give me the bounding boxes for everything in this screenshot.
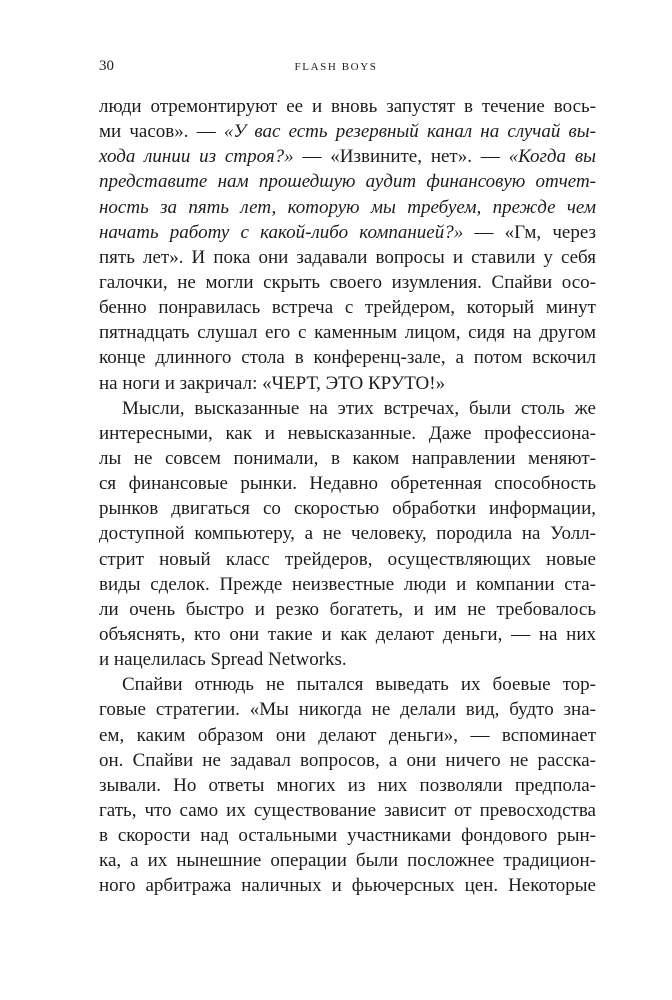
text-line: он. Спайви не задавал вопросов, а они ничего не расска-: [99, 749, 596, 771]
text-line: зывали. Но ответы многих из них позволяли предпола-: [99, 774, 596, 796]
text-line: ем, каким образом они делают деньги», — вспоминает: [99, 724, 596, 746]
text-line: лы не совсем понимали, в каком направлении меняют-: [99, 447, 596, 469]
text-line: на ноги и закричал: «ЧЕРТ, ЭТО КРУТО!»: [99, 372, 446, 394]
text-line: хода линии из строя?» — «Извините, нет». — «Когда вы: [99, 146, 596, 168]
text-line: пятнадцать слушал его с каменным лицом, сидя на другом: [99, 322, 596, 344]
text-line: интересными, как и невысказанные. Даже профессиона-: [99, 422, 596, 444]
text-line: ка, а их нынешние операции были посложнее традицион-: [99, 850, 596, 872]
text-line: люди отремонтируют ее и вновь запустят в течение вось-: [99, 96, 596, 117]
text-line: ного арбитража наличных и фьючерсных цен. Некоторые: [99, 875, 596, 897]
text-line: ность за пять лет, которую мы требуем, прежде чем: [99, 196, 596, 218]
text-line: гать, что само их существование зависит от превосходства: [99, 799, 596, 821]
text-line: галочки, не могли скрыть своего изумления. Спайви осо-: [99, 271, 596, 293]
text-line: представите нам прошедшую аудит финансовую отчет-: [99, 171, 596, 193]
page-number: 30: [99, 58, 114, 74]
text-line: доступной компьютеру, а не человеку, породила на Уолл-: [99, 523, 596, 545]
text-line: объяснять, кто они такие и как делают деньги, — на них: [99, 623, 596, 645]
text-line: конце длинного стола в конференц-зале, а потом вскочил: [99, 347, 596, 369]
text-line: рынков двигаться со скоростью обработки информации,: [99, 498, 596, 520]
text-line: начать работу с какой-либо компанией?» — «Гм, через: [99, 221, 596, 243]
text-line: Мысли, высказанные на этих встречах, были столь же: [122, 397, 596, 419]
text-line: ми часов». — «У вас есть резервный канал на случай вы-: [99, 121, 596, 143]
text-line: ся финансовые рынки. Недавно обретенная способность: [99, 473, 596, 495]
text-line: ли очень быстро и резко богатеть, и им не требовалось: [99, 598, 596, 620]
text-line: бенно понравилась встреча с трейдером, который минут: [99, 297, 596, 319]
text-line: пять лет». И пока они задавали вопросы и ставили у себя: [99, 246, 596, 268]
text-line: и нацелилась Spread Networks.: [99, 649, 347, 671]
text-line: виды сделок. Прежде неизвестные люди и компании ста-: [99, 573, 596, 595]
text-line: Спайви отнюдь не пытался выведать их боевые тор-: [122, 674, 596, 696]
text-line: говые стратегии. «Мы никогда не делали вид, будто зна-: [99, 699, 596, 721]
text-line: стрит новый класс трейдеров, осуществляющих новые: [99, 548, 596, 570]
text-line: в скорости над остальными участниками фондового рын-: [99, 825, 596, 847]
body-text: [99, 94, 596, 899]
running-head: FLASH BOYS: [294, 61, 378, 73]
